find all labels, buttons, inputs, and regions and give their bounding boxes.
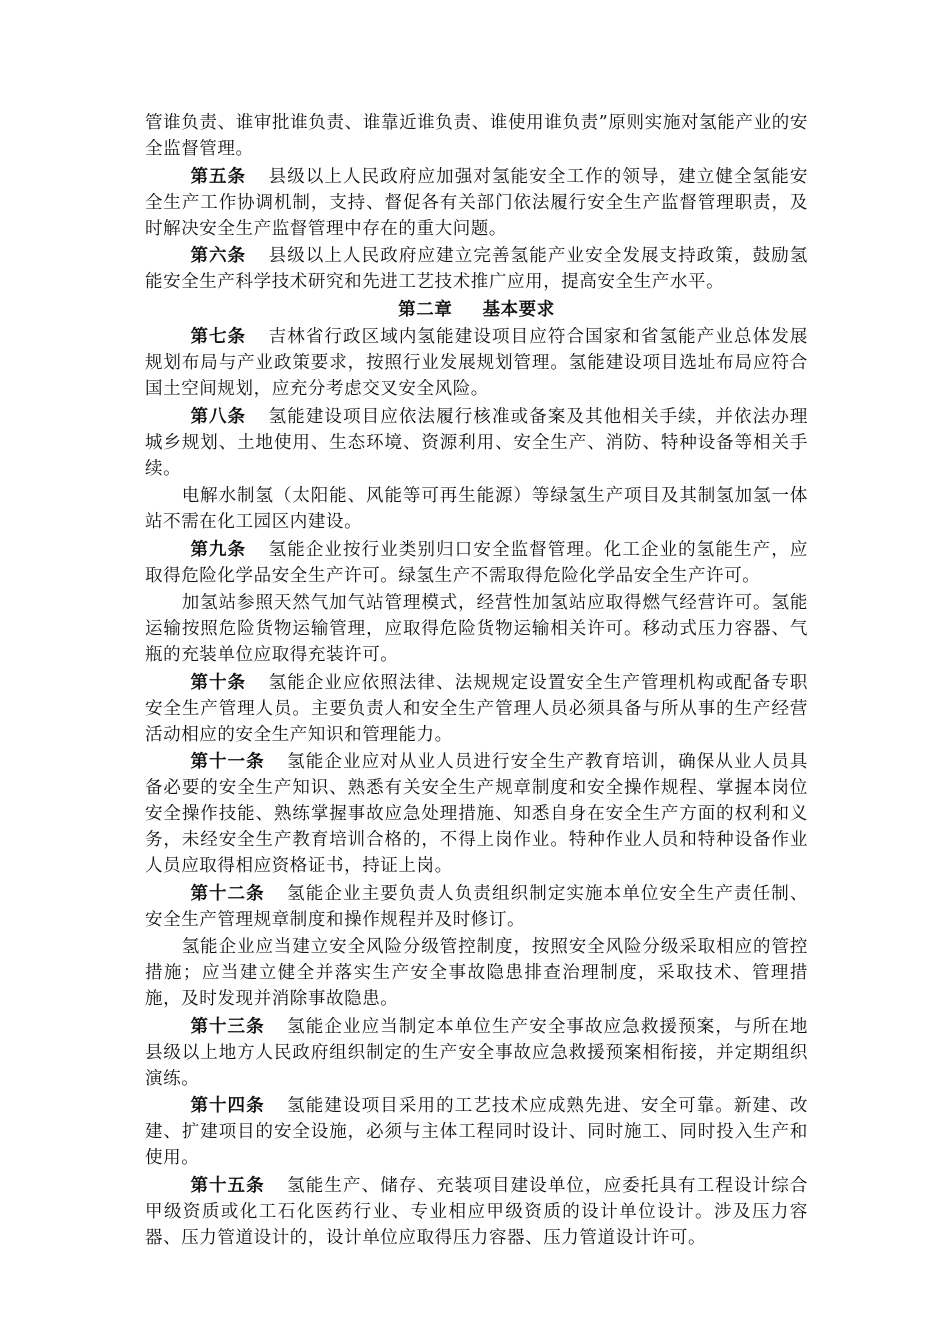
paragraph-plain: [145, 483, 808, 535]
chapter-number: 第二章: [398, 299, 453, 320]
article-9: [145, 537, 808, 589]
article-label: 第十五条: [190, 1175, 265, 1196]
paragraph-plain: [145, 934, 808, 1012]
article-7: [145, 324, 808, 402]
article-10: [145, 670, 808, 748]
article-6: [145, 243, 808, 295]
article-text: 县级以上人民政府应建立完善氢能产业安全发展支持政策，鼓励氢能安全生产科学技术研究和先进工艺技术推广应用，提高安全生产水平。: [145, 246, 808, 292]
article-label: 第八条: [190, 406, 247, 427]
article-label: 第十一条: [190, 752, 265, 772]
article-label: 第十四条: [190, 1096, 265, 1116]
article-label: 第五条: [190, 166, 247, 187]
article-15: [145, 1173, 808, 1251]
article-11: [145, 749, 808, 879]
article-label: 第十二条: [190, 883, 265, 904]
chapter-title: 基本要求: [482, 299, 555, 320]
article-5: [145, 164, 808, 242]
article-text: 氢能企业应依照法律、法规规定设置安全生产管理机构或配备专职安全生产管理人员。主要负责人和安全生产管理人员必须具备与所从事的生产经营活动相应的安全生产知识和管理能力。: [145, 672, 808, 745]
paragraph-continuation: [145, 110, 808, 162]
article-text: 吉林省行政区域内氢能建设项目应符合国家和省氢能产业总体发展规划布局与产业政策要求，按照行业发展规划管理。氢能建设项目选址布局应符合国土空间规划，应充分考虑交叉安全风险。: [145, 327, 808, 399]
article-text: 氢能建设项目采用的工艺技术应成熟先进、安全可靠。新建、改建、扩建项目的安全设施，必须与主体工程同时设计、同时施工、同时投入生产和使用。: [145, 1096, 808, 1168]
article-14: [145, 1093, 808, 1171]
article-label: 第九条: [190, 539, 247, 560]
article-text: 氢能企业主要负责人负责组织制定实施本单位安全生产责任制、安全生产管理规章制度和操作规程并及时修订。: [145, 883, 808, 930]
article-text: 氢能企业应当制定本单位生产安全事故应急救援预案，与所在地县级以上地方人民政府组织制定的生产安全事故应急救援预案相衔接，并定期组织演练。: [145, 1016, 808, 1089]
article-13: [145, 1014, 808, 1092]
article-text: 氢能建设项目应依法履行核准或备案及其他相关手续，并依法办理城乡规划、土地使用、生态环境、资源利用、安全生产、消防、特种设备等相关手续。: [145, 406, 808, 479]
article-text: 氢能企业按行业类别归口安全监督管理。化工企业的氢能生产，应取得危险化学品安全生产许可。绿氢生产不需取得危险化学品安全生产许可。: [145, 539, 808, 586]
paragraph-plain: [145, 590, 808, 668]
article-label: 第六条: [190, 246, 247, 266]
paragraph-text: 管谁负责、谁审批谁负责、谁靠近谁负责、谁使用谁负责”原则实施对氢能产业的安全监督管理。: [145, 113, 808, 159]
document-page: [145, 110, 808, 1252]
article-text: 氢能企业应对从业人员进行安全生产教育培训，确保从业人员具备必要的安全生产知识、熟悉有关安全生产规章制度和安全操作规程、掌握本岗位安全操作技能、熟练掌握事故应急处理措施、知悉自身在安全生产方面的权利和义务，未经安全生产教育培训合格的，不得上岗作业。特种作业人员和特种设备作业人员应取得相应资格证书，持证上岗。: [145, 752, 808, 876]
paragraph-text: 电解水制氢（太阳能、风能等可再生能源）等绿氢生产项目及其制氢加氢一体站不需在化工园区内建设。: [145, 486, 808, 532]
article-text: 县级以上人民政府应加强对氢能安全工作的领导，建立健全氢能安全生产工作协调机制，支持、督促各有关部门依法履行安全生产监督管理职责，及时解决安全生产监督管理中存在的重大问题。: [145, 166, 808, 239]
paragraph-text: 氢能企业应当建立安全风险分级管控制度，按照安全风险分级采取相应的管控措施；应当建立健全并落实生产安全事故隐患排查治理制度，采取技术、管理措施，及时发现并消除事故隐患。: [145, 937, 808, 1009]
article-8: [145, 404, 808, 482]
article-label: 第七条: [190, 327, 247, 347]
article-text: 氢能生产、储存、充装项目建设单位，应委托具有工程设计综合甲级资质或化工石化医药行业、专业相应甲级资质的设计单位设计。涉及压力容器、压力管道设计的，设计单位应取得压力容器、压力管道设计许可。: [145, 1175, 808, 1248]
paragraph-text: 加氢站参照天然气加气站管理模式，经营性加氢站应取得燃气经营许可。氢能运输按照危险货物运输管理，应取得危险货物运输相关许可。移动式压力容器、气瓶的充装单位应取得充装许可。: [145, 593, 808, 665]
chapter-heading: [145, 297, 808, 323]
article-label: 第十三条: [190, 1016, 265, 1037]
article-label: 第十条: [190, 672, 247, 693]
article-12: [145, 881, 808, 933]
